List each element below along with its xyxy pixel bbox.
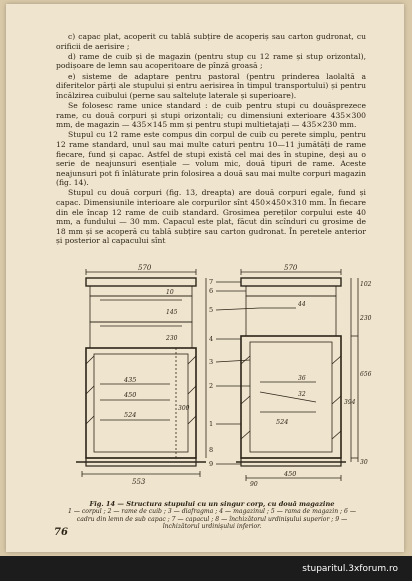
- watermark-footer: [0, 556, 412, 581]
- part-number-6: 6: [209, 287, 214, 295]
- hive-diagram: [46, 264, 376, 504]
- dim-right-v394: 394: [344, 399, 356, 406]
- dim-right-450: 450: [284, 470, 297, 478]
- part-number-7: 7: [209, 278, 214, 286]
- dim-left-v4: 300: [178, 405, 190, 412]
- dim-right-44: 44: [298, 301, 306, 308]
- dim-left-frame: 435: [124, 376, 137, 384]
- part-number-1: 1: [209, 420, 214, 428]
- body-text: [56, 32, 366, 247]
- part-number-2: 2: [209, 382, 214, 390]
- dim-right-v656: 656: [360, 371, 372, 378]
- figure-caption-legend: 1 — corpul ; 2 — rame de cuib ; 3 — diafragma ; 4 — magazinul ; 5 — rama de magazin ; 6 — cadru din lemn de sub capac ; 7 — capacul ; 8 — închizătorul urdinișului superior ; 9 — închizătorul urdinișului inferior.: [68, 508, 356, 531]
- dim-right-v102: 102: [360, 281, 372, 288]
- dim-left-base: 553: [132, 478, 146, 486]
- dim-left-bottom: 524: [124, 411, 137, 419]
- paragraph-stup-12-rame: Stupul cu 12 rame este compus din corpul de cuib cu perete simplu, pentru 12 rame standard, unul sau mai multe caturi pentru 10—11 jumătăți de rame fiecare, fund și capac. Astfel de stupi există cel mai des în stupine, deși au o serie de neajunsuri esențiale — volum mic, două tipuri de rame. Aceste neajunsuri pot fi înlăturate prin folosirea a două sau mai multe corpuri magazin (fig. 14).: [56, 130, 366, 188]
- page-number: 76: [54, 527, 68, 538]
- dim-left-v2: 145: [166, 309, 178, 316]
- dim-right-v230: 230: [360, 315, 372, 322]
- dim-right-36: 36: [298, 375, 306, 382]
- paragraph-e: e) sisteme de adaptare pentru pastoral (pentru prinderea laolaltă a diferitelor părți ale stupului și entru aerisirea în timpul transportului) și pentru încălzirea cuibului (perne sau salteluțe laterale și superioare).: [56, 71, 366, 100]
- part-number-8: 8: [209, 446, 214, 454]
- dim-left-width-top: 570: [138, 264, 152, 272]
- paragraph-stup-doua-corpuri: Stupul cu două corpuri (fig. 13, dreapta) are două corpuri egale, fund și capac. Dimensiunile interioare ale corpurilor sînt 450×450×310 mm. În fiecare din ele încap 12 rame de cuib standard. Grosimea pereților corpului este 40 mm, a fundului — 30 mm. Capacul este plat, făcut din scînduri cu grosime de 18 mm și se acoperă cu tablă subțire sau carton gudronat. În peretele anterior și posterior al capacului sînt: [56, 188, 366, 246]
- paragraph-c: c) capac plat, acoperit cu tablă subțire de acoperiș sau carton gudronat, cu orificii de aerisire ;: [56, 32, 366, 51]
- part-number-3: 3: [209, 358, 214, 366]
- dim-left-inner: 450: [124, 391, 137, 399]
- part-number-5: 5: [209, 306, 214, 314]
- book-page: [6, 4, 404, 552]
- dim-right-32: 32: [298, 391, 306, 398]
- paragraph-rame-standard: Se folosesc rame unice standard : de cuib pentru stupi cu douăsprezece rame, cu două corpuri și stupi orizontali; cu dimensiuni exterioare 435×300 mm, de magazin — 435×145 mm și pentru stupi multietajați — 435×230 mm.: [56, 100, 366, 130]
- part-number-9: 9: [209, 460, 214, 468]
- part-number-4: 4: [209, 335, 214, 343]
- dim-right-524: 524: [276, 418, 289, 426]
- dim-left-v1: 10: [166, 289, 174, 296]
- dim-right-v30: 30: [360, 459, 368, 466]
- dim-right-width-top: 570: [284, 264, 298, 272]
- figure-caption-title: Fig. 14 — Structura stupului cu un singur corp, cu două magazine: [89, 500, 335, 508]
- figure-caption: [62, 501, 362, 531]
- dim-right-90: 90: [250, 481, 258, 488]
- dim-left-v3: 230: [166, 335, 178, 342]
- paragraph-d: d) rame de cuib și de magazin (pentru stup cu 12 rame și stup orizontal), podișoare de lemn sau acoperitoare de pînză groasă ;: [56, 51, 366, 71]
- watermark-text: stuparitul.3xforum.ro: [302, 563, 398, 574]
